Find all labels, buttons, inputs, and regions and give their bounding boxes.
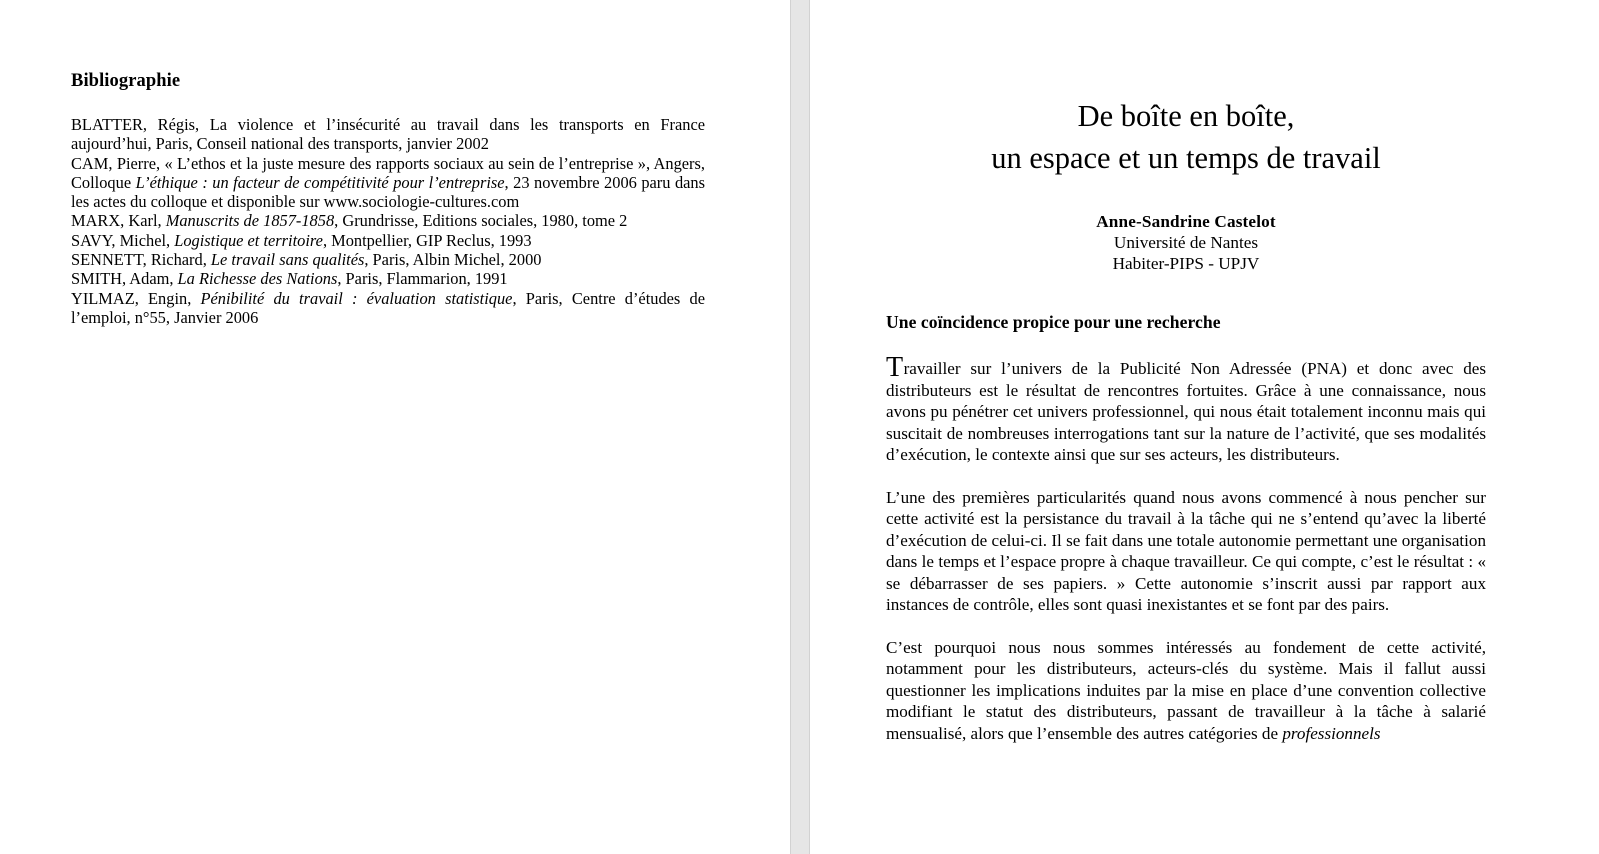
bibliography-entry-cam <box>71 154 705 212</box>
author-name: Anne-Sandrine Castelot <box>1096 212 1276 231</box>
body-paragraph-1 <box>886 352 1486 466</box>
entry-post: , Paris, Albin Michel, 2000 <box>364 250 542 270</box>
entry-pre: YILMAZ, Engin, <box>71 288 201 308</box>
author-affiliation-university: Université de Nantes <box>1113 233 1259 252</box>
author-block <box>886 211 1486 274</box>
bibliography-entry-smith <box>71 269 705 288</box>
paragraph-text: L’une des premières particularités quand nous avons commencé à nous pencher sur cette activité est la persistance du travail à la tâche qui ne s’entend qu’avec la liberté d’exécution de celui-ci. Il se fait dans une totale autonomie permettant une organisation dans le temps et l’espace propre à chaque travailleur. Ce qui compte, c’est le résultat : « se débarrasser de ses papiers. » Cette autonomie s’inscrit aussi par rapport aux instances de contrôle, elles sont quasi inexistantes et se font par des pairs. <box>886 487 1486 614</box>
entry-pre: SENNETT, Richard, <box>71 250 211 270</box>
entry-post: , Paris, Centre d’études de l’emploi, n°55, Janvier 2006 <box>71 288 705 327</box>
entry-pre: MARX, Karl, <box>71 211 166 231</box>
entry-post: , Montpellier, GIP Reclus, 1993 <box>322 230 532 250</box>
body-paragraph-3 <box>886 637 1486 745</box>
page-left <box>0 0 790 854</box>
entry-italic-title: Manuscrits de 1857-1858 <box>165 211 335 231</box>
bibliography-entry-sennett <box>71 250 705 269</box>
entry-italic-title: Le travail sans qualités <box>210 250 365 270</box>
entry-post: , Grundrisse, Editions sociales, 1980, tome 2 <box>334 211 628 231</box>
bibliography-entry-marx <box>71 211 705 230</box>
page-gutter <box>790 0 810 854</box>
bibliography-section <box>71 70 705 327</box>
entry-pre: CAM, Pierre, « L’ethos et la juste mesure des rapports sociaux au sein de l’entreprise », Angers, Colloque <box>71 153 705 192</box>
document-title-line-1: De boîte en boîte, <box>1077 99 1295 133</box>
bibliography-heading: Bibliographie <box>71 71 181 91</box>
entry-post: , 23 novembre 2006 paru dans les actes du colloque et disponible sur www.sociologie-cultures.com <box>71 172 705 212</box>
entry-pre: SAVY, Michel, <box>71 230 175 250</box>
entry-post: , Paris, Flammarion, 1991 <box>337 269 508 289</box>
bibliography-entry-savy <box>71 231 705 250</box>
document-title-line-2: un espace et un temps de travail <box>991 141 1381 175</box>
drop-cap: T <box>886 352 904 383</box>
author-affiliation-lab: Habiter-PIPS - UPJV <box>1112 254 1260 273</box>
body-paragraph-2 <box>886 487 1486 616</box>
bibliography-entry-yilmaz <box>71 289 705 328</box>
bibliography-list <box>71 115 705 327</box>
bibliography-entry-blatter <box>71 115 705 154</box>
section-heading: Une coïncidence propice pour une recherche <box>886 312 1221 332</box>
entry-italic-title: Logistique et territoire <box>174 230 323 250</box>
entry-italic-title: Pénibilité du travail : évaluation statistique <box>200 288 513 308</box>
paragraph-text: ravailler sur l’univers de la Publicité Non Adressée (PNA) et donc avec des distributeurs est le résultat de rencontres fortuites. Grâce à une connaissance, nous avons pu pénétrer cet univers professionnel, qui nous était totalement inconnu mais qui suscitait de nombreuses interrogations tant sur la nature de l’activité, que ses modalités d’exécution, le contexte ainsi que sur ses acteurs, les distributeurs. <box>886 359 1486 464</box>
title-page-content <box>886 0 1486 744</box>
paragraph-trailing-italic: professionnels <box>1282 723 1381 743</box>
page-right <box>810 0 1599 854</box>
paragraph-text: C’est pourquoi nous nous sommes intéressés au fondement de cette activité, notamment pour les distributeurs, acteurs-clés du système. Mais il fallut aussi questionner les implications induites par la mise en place d’une convention collective modifiant le statut des distributeurs, passant de travailleur à la tâche à salarié mensualisé, alors que l’ensemble des autres catégories de <box>886 637 1486 743</box>
document-title <box>886 95 1486 179</box>
entry-italic-title: L’éthique : un facteur de compétitivité pour l’entreprise <box>135 172 505 192</box>
entry-italic-title: La Richesse des Nations <box>177 269 338 289</box>
bibliography-entry-text: BLATTER, Régis, La violence et l’insécurité au travail dans les transports en France aujourd’hui, Paris, Conseil national des transports, janvier 2002 <box>71 115 705 154</box>
entry-pre: SMITH, Adam, <box>71 269 178 289</box>
